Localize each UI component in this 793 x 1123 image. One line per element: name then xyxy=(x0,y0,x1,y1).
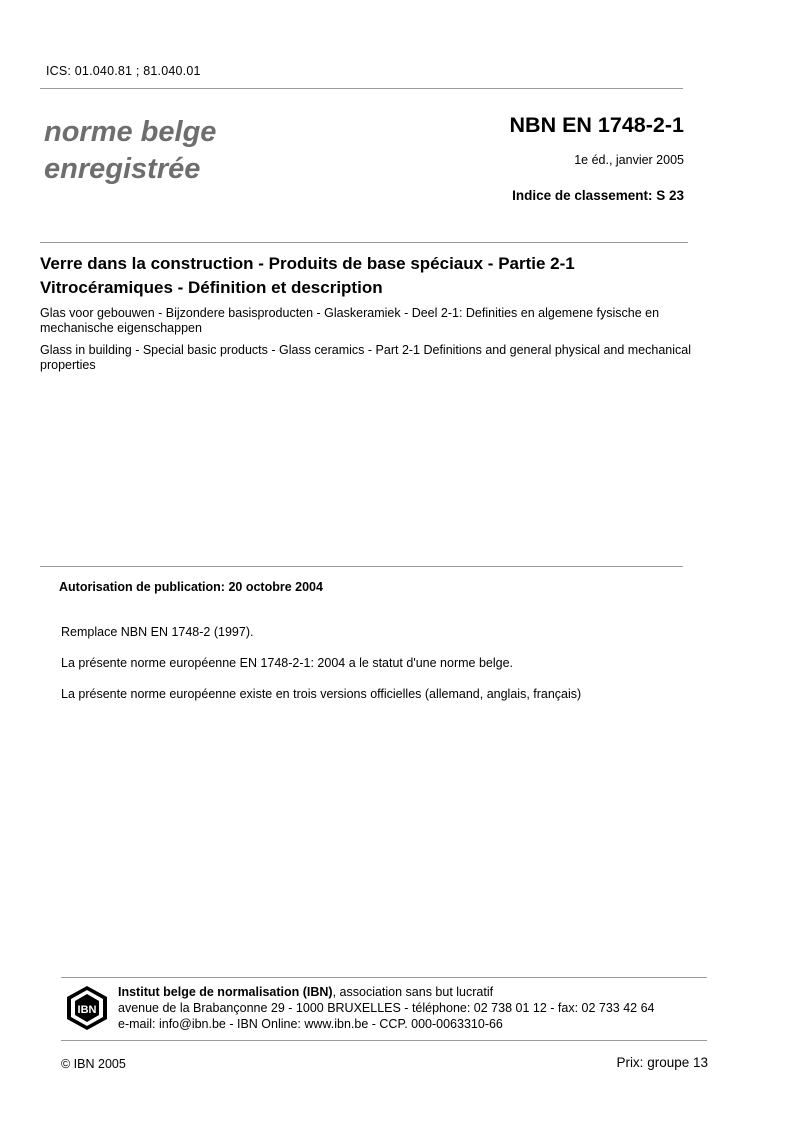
footer-rule-bottom xyxy=(61,1040,707,1041)
copyright: © IBN 2005 xyxy=(61,1057,126,1071)
brand-line-1: norme belge xyxy=(44,116,217,148)
title-french-line-2: Vitrocéramiques - Définition et description xyxy=(40,278,383,297)
brand-title xyxy=(44,114,216,188)
title-french xyxy=(40,252,700,300)
institute-suffix: , association sans but lucratif xyxy=(332,985,494,999)
publication-authorization: Autorisation de publication: 20 octobre 2004 xyxy=(59,580,323,594)
ics-code: ICS: 01.040.81 ; 81.040.01 xyxy=(46,64,201,78)
price-group: Prix: groupe 13 xyxy=(616,1055,708,1070)
institute-contact: e-mail: info@ibn.be - IBN Online: www.ibn.be - CCP. 000-0063310-66 xyxy=(118,1017,503,1031)
institute-name: Institut belge de normalisation (IBN) xyxy=(118,985,333,999)
title-rule-bottom xyxy=(40,566,683,567)
standard-number: NBN EN 1748-2-1 xyxy=(509,113,684,137)
note-status: La présente norme européenne EN 1748-2-1: 2004 a le statut d'une norme belge. xyxy=(61,656,514,670)
edition-date: 1e éd., janvier 2005 xyxy=(574,153,684,167)
note-versions: La présente norme européenne existe en trois versions officielles (allemand, anglais, français) xyxy=(61,687,582,701)
institute-info xyxy=(118,984,655,1032)
ibn-logo-icon xyxy=(66,985,108,1031)
header-rule xyxy=(40,88,683,89)
footer-rule-top xyxy=(61,977,707,978)
title-dutch: Glas voor gebouwen - Bijzondere basisproducten - Glaskeramiek - Deel 2-1: Definities en algemene fysische en mechanische eigenschappen xyxy=(40,306,660,335)
institute-address: avenue de la Brabançonne 29 - 1000 BRUXELLES - téléphone: 02 738 01 12 - fax: 02 733 42 64 xyxy=(118,1001,655,1015)
title-rule-top xyxy=(40,242,688,243)
ibn-logo xyxy=(66,985,108,1031)
title-french-line-1: Verre dans la construction - Produits de base spéciaux - Partie 2-1 xyxy=(40,254,575,273)
title-english: Glass in building - Special basic products - Glass ceramics - Part 2-1 Definitions and general physical and mechanical properties xyxy=(40,343,692,372)
note-replaces: Remplace NBN EN 1748-2 (1997). xyxy=(61,625,254,639)
ibn-logo-text: IBN xyxy=(77,1004,97,1016)
brand-line-2: enregistrée xyxy=(44,153,201,185)
classification-index: Indice de classement: S 23 xyxy=(512,188,684,203)
institute-line xyxy=(118,984,655,1000)
